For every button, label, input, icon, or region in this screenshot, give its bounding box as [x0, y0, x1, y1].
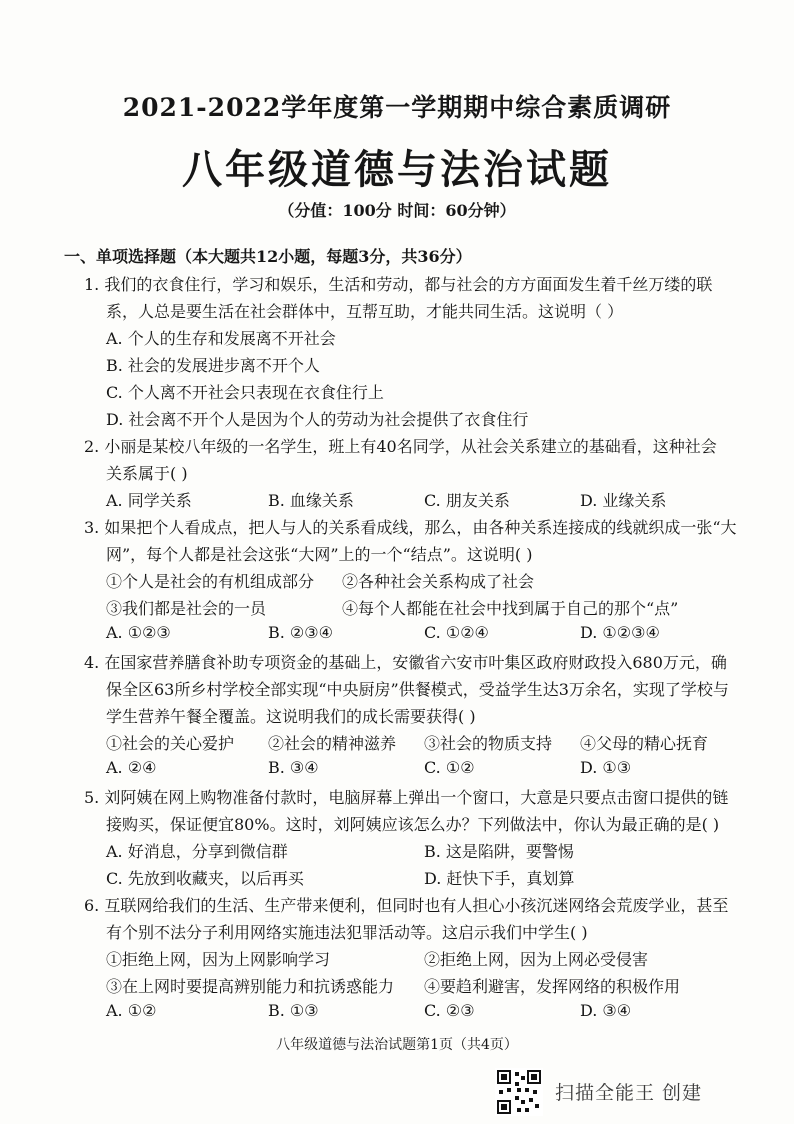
exam-title-line2: 八年级道德与法治试题 — [182, 146, 612, 193]
exam-meta: （分值：100分 时间：60分钟） — [278, 201, 516, 220]
q3-option-a: A. ①②③ — [106, 623, 171, 642]
q6-statement-3: ③在上网时要提高辨别能力和抗诱惑能力 — [106, 977, 395, 996]
q6-statement-4: ④要趋利避害，发挥网络的积极作用 — [424, 977, 681, 996]
q6-line2: 有个别不法分子利用网络实施违法犯罪活动等。这启示我们中学生( ) — [106, 923, 588, 942]
q3-option-c: C. ①②④ — [424, 623, 489, 642]
q4-option-a: A. ②④ — [106, 758, 157, 777]
q6-option-b: B. ①③ — [268, 1001, 319, 1020]
q2-line2: 关系属于( ) — [106, 464, 188, 483]
q4-statement-3: ③社会的物质支持 — [424, 734, 553, 753]
scanner-watermark: 扫描全能王 创建 — [555, 1082, 703, 1104]
q6-option-c: C. ②③ — [424, 1001, 475, 1020]
q5-line2: 接购买，保证便宜80%。这时，刘阿姨应该怎么办？下列做法中，你认为最正确的是( ) — [106, 815, 720, 834]
q5-option-c: C. 先放到收藏夹，以后再买 — [106, 869, 304, 888]
section-heading: 一、单项选择题（本大题共12小题，每题3分，共36分） — [64, 247, 472, 266]
q4-statement-4: ④父母的精心抚育 — [580, 734, 709, 753]
q1-line2: 系，人总是要生活在社会群体中，互帮互助，才能共同生活。这说明（ ） — [106, 302, 624, 321]
q5-option-b: B. 这是陷阱，要警惕 — [424, 842, 574, 861]
q4-line3: 学生营养午餐全覆盖。这说明我们的成长需要获得( ) — [106, 707, 476, 726]
q4-line1: 4. 在国家营养膳食补助专项资金的基础上，安徽省六安市叶集区政府财政投入680万元，确 — [84, 653, 727, 672]
q3-option-b: B. ②③④ — [268, 623, 333, 642]
q6-statement-2: ②拒绝上网，因为上网必受侵害 — [424, 950, 649, 969]
q6-option-a: A. ①② — [106, 1001, 157, 1020]
q3-statement-3: ③我们都是社会的一员 — [106, 599, 267, 618]
q2-option-b: B. 血缘关系 — [268, 491, 354, 510]
q1-line1: 1. 我们的衣食住行，学习和娱乐，生活和劳动，都与社会的方方面面发生着千丝万缕的联 — [84, 275, 713, 294]
q2-option-c: C. 朋友关系 — [424, 491, 510, 510]
q4-line2: 保全区63所乡村学校全部实现“中央厨房”供餐模式，受益学生达3万余名，实现了学校与 — [106, 680, 729, 699]
exam-title-line1: 2021-2022学年度第一学期期中综合素质调研 — [122, 93, 672, 122]
q1-option-b: B. 社会的发展进步离不开个人 — [106, 356, 320, 375]
q4-option-d: D. ①③ — [580, 758, 632, 777]
q2-option-a: A. 同学关系 — [106, 491, 192, 510]
q2-line1: 2. 小丽是某校八年级的一名学生，班上有40名同学，从社会关系建立的基础看，这种社会 — [84, 437, 717, 456]
q4-option-b: B. ③④ — [268, 758, 319, 777]
qr-code-icon — [495, 1068, 543, 1116]
q5-option-d: D. 赶快下手，真划算 — [424, 869, 575, 888]
q5-option-a: A. 好消息，分享到微信群 — [106, 842, 288, 861]
q3-line2: 网”，每个人都是社会这张“大网”上的一个“结点”。这说明( ) — [106, 545, 533, 564]
q1-option-c: C. 个人离不开社会只表现在衣食住行上 — [106, 383, 384, 402]
q3-option-d: D. ①②③④ — [580, 623, 660, 642]
q6-statement-1: ①拒绝上网，因为上网影响学习 — [106, 950, 331, 969]
q3-statement-4: ④每个人都能在社会中找到属于自己的那个“点” — [342, 599, 679, 618]
q4-option-c: C. ①② — [424, 758, 475, 777]
q1-option-d: D. 社会离不开个人是因为个人的劳动为社会提供了衣食住行 — [106, 410, 529, 429]
q6-line1: 6. 互联网给我们的生活、生产带来便利，但同时也有人担心小孩沉迷网络会荒废学业，甚至 — [84, 896, 729, 915]
q6-option-d: D. ③④ — [580, 1001, 632, 1020]
q3-statement-2: ②各种社会关系构成了社会 — [342, 572, 535, 591]
q4-statement-2: ②社会的精神滋养 — [268, 734, 397, 753]
q3-statement-1: ①个人是社会的有机组成部分 — [106, 572, 315, 591]
q2-option-d: D. 业缘关系 — [580, 491, 667, 510]
page-footer: 八年级道德与法治试题第1页（共4页） — [276, 1037, 518, 1053]
q4-statement-1: ①社会的关心爱护 — [106, 734, 235, 753]
q3-line1: 3. 如果把个人看成点，把人与人的关系看成线，那么，由各种关系连接成的线就织成一张“大 — [84, 518, 737, 537]
q1-option-a: A. 个人的生存和发展离不开社会 — [106, 329, 336, 348]
q5-line1: 5. 刘阿姨在网上购物准备付款时，电脑屏幕上弹出一个窗口，大意是只要点击窗口提供的链 — [84, 788, 729, 807]
